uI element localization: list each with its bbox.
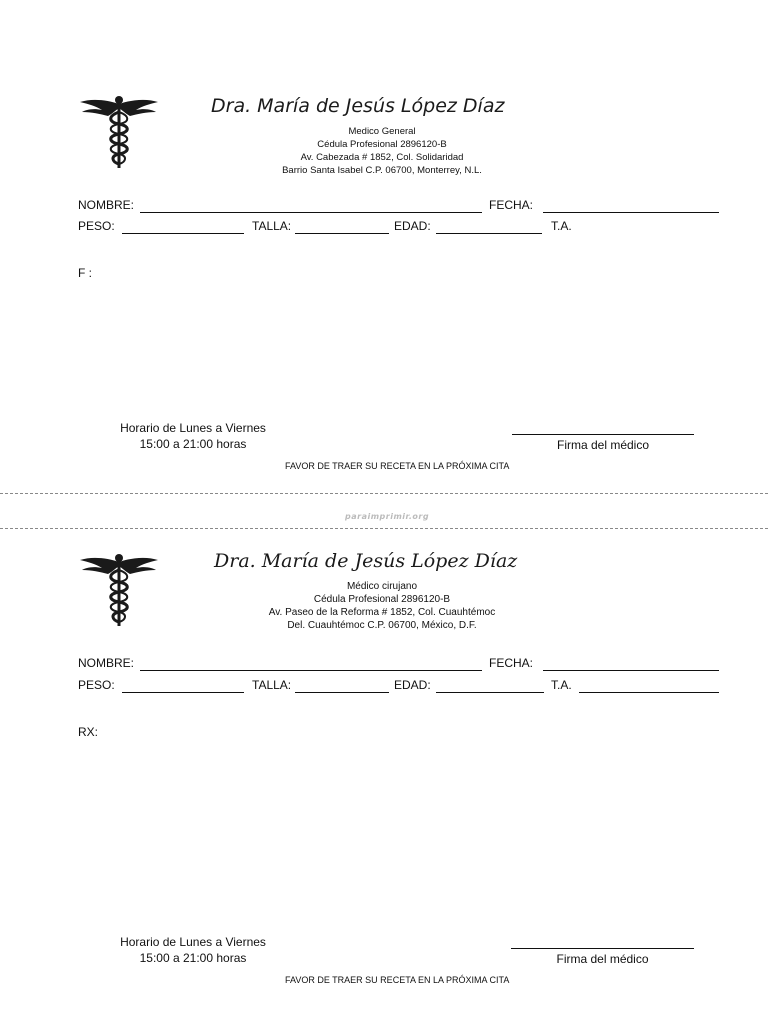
schedule (118, 934, 268, 966)
edad-field[interactable] (436, 233, 542, 234)
nombre-field[interactable] (140, 212, 482, 213)
rx-label: F : (78, 266, 92, 280)
caduceus-icon (78, 94, 160, 170)
signature-label: Firma del médico (556, 438, 650, 452)
peso-label: PESO: (78, 219, 115, 233)
fecha-field[interactable] (543, 670, 719, 671)
nombre-label: NOMBRE: (78, 198, 135, 212)
doctor-name: Dra. María de Jesús López Díaz (211, 95, 505, 117)
ta-label: T.A. (551, 678, 572, 692)
cut-line-bottom (0, 528, 768, 529)
doctor-info (262, 125, 502, 177)
ta-field[interactable] (579, 692, 719, 693)
address-line-1: Av. Paseo de la Reforma # 1852, Col. Cuauhtémoc (268, 607, 496, 618)
talla-label: TALLA: (252, 678, 292, 692)
edad-label: EDAD: (394, 678, 431, 692)
doctor-name: Dra. María de Jesús López Díaz (214, 550, 518, 572)
nombre-field[interactable] (140, 670, 482, 671)
footer-note: FAVOR DE TRAER SU RECETA EN LA PRÓXIMA CITA (285, 461, 510, 471)
doctor-info (246, 580, 518, 632)
signature-line[interactable] (512, 434, 694, 435)
talla-field[interactable] (295, 692, 389, 693)
peso-field[interactable] (122, 233, 244, 234)
nombre-label: NOMBRE: (78, 656, 135, 670)
fecha-field[interactable] (543, 212, 719, 213)
schedule-hours: 15:00 a 21:00 horas (139, 951, 247, 965)
address-line-1: Av. Cabezada # 1852, Col. Solidaridad (300, 152, 464, 163)
edad-field[interactable] (436, 692, 544, 693)
peso-field[interactable] (122, 692, 244, 693)
fecha-label: FECHA: (489, 198, 534, 212)
talla-field[interactable] (295, 233, 389, 234)
address-line-2: Barrio Santa Isabel C.P. 06700, Monterrey, N.L. (282, 165, 482, 176)
schedule-days: Horario de Lunes a Viernes (120, 935, 266, 949)
fecha-label: FECHA: (489, 656, 534, 670)
cut-line-top (0, 493, 768, 494)
specialty: Médico cirujano (346, 581, 418, 592)
signature-label: Firma del médico (556, 952, 649, 966)
schedule (118, 420, 268, 452)
license: Cédula Profesional 2896120-B (313, 594, 451, 605)
watermark: paraimprimir.org (345, 512, 430, 521)
talla-label: TALLA: (252, 219, 292, 233)
caduceus-icon (78, 552, 160, 628)
ta-label: T.A. (551, 219, 572, 233)
schedule-days: Horario de Lunes a Viernes (120, 421, 266, 435)
license: Cédula Profesional 2896120-B (317, 139, 447, 150)
rx-label: RX: (78, 725, 99, 739)
specialty: Medico General (348, 126, 416, 137)
edad-label: EDAD: (394, 219, 431, 233)
schedule-hours: 15:00 a 21:00 horas (139, 437, 247, 451)
address-line-2: Del. Cuauhtémoc C.P. 06700, México, D.F. (287, 620, 477, 631)
signature-line[interactable] (511, 948, 694, 949)
peso-label: PESO: (78, 678, 115, 692)
footer-note: FAVOR DE TRAER SU RECETA EN LA PRÓXIMA CITA (285, 975, 510, 985)
